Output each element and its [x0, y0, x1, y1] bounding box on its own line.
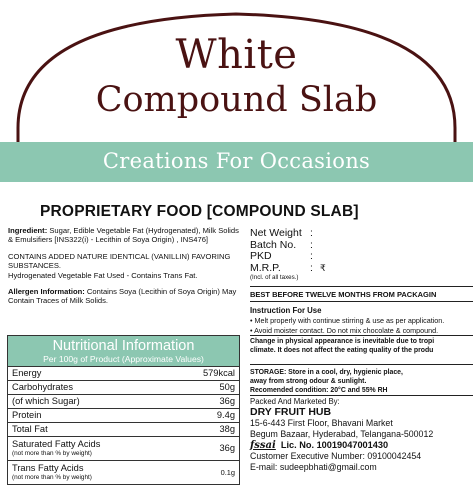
nutrient-name: Carbohydrates: [12, 382, 73, 392]
storage-note: [250, 369, 473, 395]
nutrient-name: Trans Fatty Acids: [12, 463, 84, 473]
divider: [250, 335, 473, 336]
marketer-address: 15-6-443 First Floor, Bhavani Market: [250, 418, 393, 428]
best-before: BEST BEFORE TWELVE MONTHS FROM PACKAGIN: [250, 290, 437, 299]
nutrition-title: Nutritional Information: [52, 338, 195, 354]
nutrient-name: Protein: [12, 410, 42, 420]
allergen-label: Allergen Information:: [8, 287, 85, 297]
nutrition-row: [8, 367, 239, 381]
field-pkd: [250, 251, 473, 263]
storage-line: away from strong odour & sunlight.: [250, 377, 367, 385]
field-mrp: [250, 263, 473, 275]
fat-note: Hydrogenated Vegetable Fat Used - Contains Trans Fat.: [8, 270, 198, 280]
divider: [250, 286, 473, 287]
instructions: [250, 306, 473, 335]
marketer-name: DRY FRUIT HUB: [250, 406, 332, 418]
divider: [250, 395, 473, 396]
field-net-weight: [250, 228, 473, 240]
pack-details: [250, 228, 473, 281]
nutrition-row: [8, 381, 239, 395]
field-separator: :: [310, 238, 313, 251]
instruction-item: • Melt properly with continue stirring & use as per application.: [250, 315, 445, 325]
marketer-label: Packed And Marketed By:: [250, 397, 340, 406]
appearance-line: climate. It does not affect the eating quality of the produ: [250, 346, 434, 354]
nutrition-row: [8, 423, 239, 437]
nutrition-row: [8, 437, 239, 461]
field-separator: :: [310, 250, 313, 262]
fssai-row: [250, 439, 473, 451]
marketer-block: [250, 397, 473, 472]
allergen-block: [8, 287, 240, 306]
storage-line: Recomended condition: 20°C and 55% RH: [250, 386, 388, 394]
nutrient-name: Saturated Fatty Acids: [12, 439, 101, 449]
ingredients-label: Ingredient:: [8, 226, 48, 235]
appearance-note: [250, 338, 473, 355]
fssai-logo: fssai: [250, 439, 276, 451]
ingredients-block: [8, 226, 240, 245]
nutrient-value: 0.1g: [220, 468, 235, 477]
divider: [250, 301, 473, 302]
brand-title-line2: Compound Slab: [95, 80, 378, 120]
nutrient-value: 36g: [219, 396, 235, 406]
appearance-line: Change in physical appearance is inevitable due to tropi: [250, 338, 435, 345]
flavoring-note: CONTAINS ADDED NATURE IDENTICAL (VANILLIN) FAVORING SUBSTANCES.: [8, 251, 231, 271]
nutrition-row: [8, 395, 239, 409]
nutrient-note: (not more than % by weight): [12, 450, 92, 457]
ingredients-section: [8, 226, 240, 313]
nutrient-value: 50g: [219, 382, 235, 392]
field-label: Net Weight: [250, 227, 302, 239]
tagline: Creations For Occasions: [102, 149, 371, 173]
nutrient-value: 36g: [219, 443, 235, 453]
marketer-address: Begum Bazaar, Hyderabad, Telangana-500012: [250, 428, 434, 439]
nutrient-value: 579kcal: [202, 368, 235, 378]
nutrient-value: 9.4g: [216, 410, 235, 420]
field-batch-no: [250, 240, 473, 252]
field-value: ₹: [320, 262, 326, 273]
nutrient-name: Energy: [12, 368, 42, 378]
nutrition-row: [8, 461, 239, 484]
nutrient-value: 38g: [219, 424, 235, 434]
field-separator: :: [310, 261, 313, 274]
nutrient-name: Total Fat: [12, 424, 48, 434]
nutrition-subtitle: Per 100g of Product (Approximate Values): [43, 354, 204, 364]
nutrient-note: (not more than % by weight): [12, 474, 92, 481]
allergen-text: Contains Soya (Lecithin of Soya Origin) May Contain Traces of Milk Solids.: [8, 287, 237, 306]
email: E-mail: sudeepbhati@gmail.com: [250, 461, 377, 472]
field-label: PKD: [250, 250, 272, 262]
nutrient-name: (of which Sugar): [12, 396, 80, 406]
instructions-title: Instruction For Use: [250, 306, 322, 315]
field-label: Batch No.: [250, 238, 297, 251]
nutrition-row: [8, 409, 239, 423]
incl-taxes-note: (Incl. of all taxes.): [250, 274, 299, 281]
field-separator: :: [310, 227, 313, 239]
field-label: M.R.P.: [250, 261, 281, 274]
customer-executive: Customer Executive Number: 09100042454: [250, 451, 422, 461]
instruction-item: • Avoid moister contact. Do not mix chocolate & compound.: [250, 325, 439, 335]
product-heading: PROPRIETARY FOOD [COMPOUND SLAB]: [40, 203, 359, 220]
nutrition-header: [8, 336, 239, 367]
divider: [250, 364, 473, 365]
storage-line: STORAGE: Store in a cool, dry, hygienic place,: [250, 369, 403, 376]
nutrition-table: [7, 335, 240, 485]
fssai-license: Lic. No. 10019047001430: [280, 440, 389, 450]
brand-title-line1: White: [175, 32, 298, 78]
ingredients-text: Sugar, Edible Vegetable Fat (Hydrogenated), Milk Solids & Emulsifiers [INS322(i) - Lecithin of Soya Origin) , INS476]: [8, 226, 239, 245]
